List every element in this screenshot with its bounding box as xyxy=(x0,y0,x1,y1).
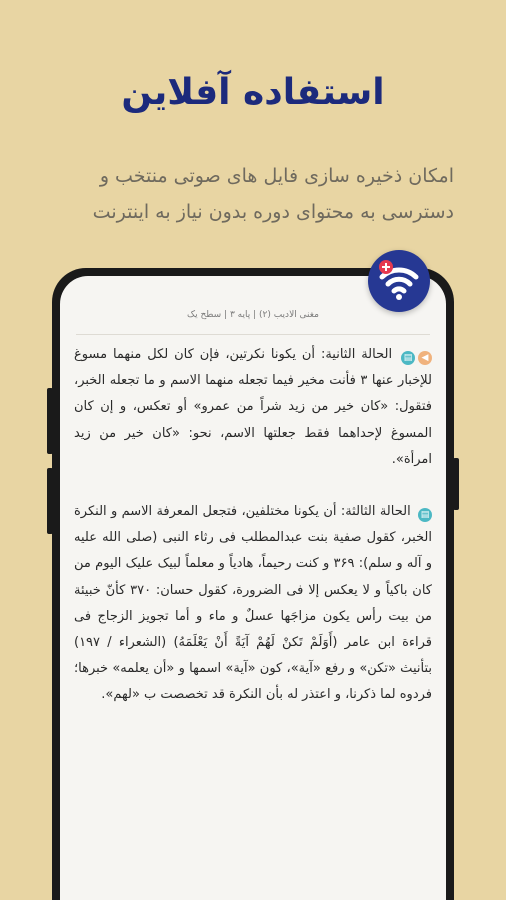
phone-frame xyxy=(52,268,454,900)
feature-description-line2: دسترسی به محتوای دوره بدون نیاز به اینترنت xyxy=(92,201,454,223)
paragraph xyxy=(74,499,432,709)
wifi-icon xyxy=(368,250,430,312)
page-headline: استفاده آفلاین xyxy=(121,72,385,113)
divider xyxy=(76,334,430,335)
book-icon[interactable]: ▤ xyxy=(401,351,415,365)
breadcrumb: مغنی الادیب (۲) | پایه ۳ | سطح یک xyxy=(187,310,319,320)
feature-description xyxy=(40,158,454,230)
feature-description-line1: امکان ذخیره سازی فایل های صوتی منتخب و xyxy=(99,165,454,187)
audio-play-icon[interactable]: ◀ xyxy=(418,351,432,365)
reading-content[interactable] xyxy=(74,342,432,735)
phone-screen[interactable] xyxy=(60,276,446,900)
offline-wifi-icon xyxy=(368,250,430,312)
paragraph-text: الحالة الثالثة: أن یکونا مختلفین، فتجعل المعرفة الاسم و النکرة الخبر، کقول صفیة بنت عبدالمطلب فی رثاء النبی (صلی الله علیه و آله و سلم): ۳۶۹ و کنت رحیماً، هادیاً و معلماً لبیک علیک الیوم من کان باکیاً و لا یعکس إلا فی الضرورة، کقول حسان: ۳۷۰ کأنّ خبیئة من بیت رأس یکون مزاجَها عسلٌ و ماء و أما تجویز الزجاج فی قراءة ابن عامر (أَوَلَمْ تَکنْ لَهُمْ آیَةً أَنْ یَعْلَمَهُ) (الشعراء / ۱۹۷) بتأنیث «تکن» و رفع «آیة»، کون «آیة» اسمها و «أن یعلمه» خبرها؛ فردوه لما ذکرنا، و اعتذر له بأن النکرة قد تخصصت ب «لهم». xyxy=(74,504,433,703)
paragraph xyxy=(74,342,432,473)
book-icon[interactable]: ▤ xyxy=(418,508,432,522)
paragraph-text: الحالة الثانیة: أن یکونا نکرتین، فإن کان لکل منهما مسوغ للإخبار عنها ۳ فأنت مخیر فیما تجعله منهما الاسم و ما تجعله الخبر، فتقول: «کان خیر من زید شراً من عمرو» أو تعکس، و إن کان المسوغ لإحداهما فقط جعلتها الاسم، نحو: «کان خیر من زید امرأة». xyxy=(74,347,432,467)
